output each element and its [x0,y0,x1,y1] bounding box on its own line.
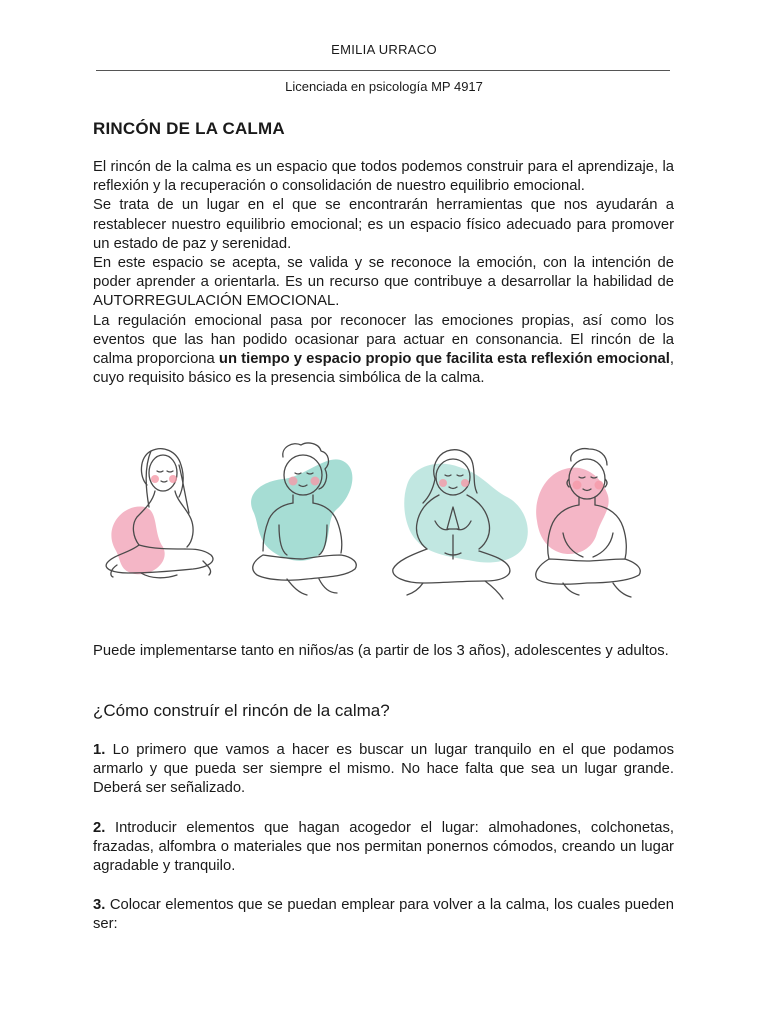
intro-paragraph-4-bold: un tiempo y espacio propio que facilita esta reflexión emocional [218,351,670,368]
section-subtitle: ¿Cómo construír el rincón de la calma? [93,701,390,720]
step-1-number: 1. [93,742,106,758]
intro-section [93,158,674,388]
meditating-girl-prayer-figure [393,450,528,599]
step-2-text: Introducir elementos que hagan acogedor el lugar: almohadones, colchonetas, frazadas, alfombra o materiales que nos permitan ponernos cómodos, creando un lugar agradable y tranquilo. [93,820,674,875]
step-3 [93,896,674,934]
author-credentials: Licenciada en psicología MP 4917 [285,79,483,94]
step-3-number: 3. [93,897,106,913]
step-1-text: Lo primero que vamos a hacer es buscar un lugar tranquilo en el que podamos armarlo y que pueda ser siempre el mismo. No hace falta que sea un lugar grande. Deberá ser señalizado. [93,742,674,797]
author-name: EMILIA URRACO [331,42,437,57]
intro-paragraph-4-start: La regulación emocional pasa por reconocer las emociones propias, así como los eventos que las han podido ocasionar para actuar en consonancia. El rincón de la calma proporciona [93,312,674,368]
page-title: RINCÓN DE LA CALMA [93,119,285,138]
meditating-figures-illustration [93,437,653,617]
age-range-paragraph: Puede implementarse tanto en niños/as (a partir de los 3 años), adolescentes y adultos. [93,643,669,659]
intro-paragraph-4 [93,312,674,389]
intro-paragraph-2: Se trata de un lugar en el que se encontrarán herramientas que nos ayudarán a restablecer nuestro equilibrio emocional; es un espacio físico adecuado para promover un estado de paz y serenidad. [93,197,674,252]
intro-paragraph-1: El rincón de la calma es un espacio que todos podemos construir para el aprendizaje, la reflexión y la recuperación o consolidación de nuestro equilibrio emocional. [93,159,674,195]
meditating-man-figure [536,449,640,597]
step-3-text: Colocar elementos que se puedan emplear para volver a la calma, los cuales pueden ser: [93,897,674,933]
step-2 [93,819,674,877]
header-divider [96,70,670,71]
cheek-blush-marks [151,475,604,490]
step-1 [93,741,674,799]
intro-paragraph-3: En este espacio se acepta, se valida y se reconoce la emoción, con la intención de poder aprender a orientarla. Es un recurso que contribuye a desarrollar la habilidad de AUTORREGULACIÓN EMOCIONAL. [93,255,674,310]
step-2-number: 2. [93,820,106,836]
intro-paragraph-4-end: , cuyo requisito básico es la presencia simbólica de la calma. [93,351,674,387]
meditating-woman-figure [106,449,213,578]
meditating-boy-curly-figure [251,443,356,595]
